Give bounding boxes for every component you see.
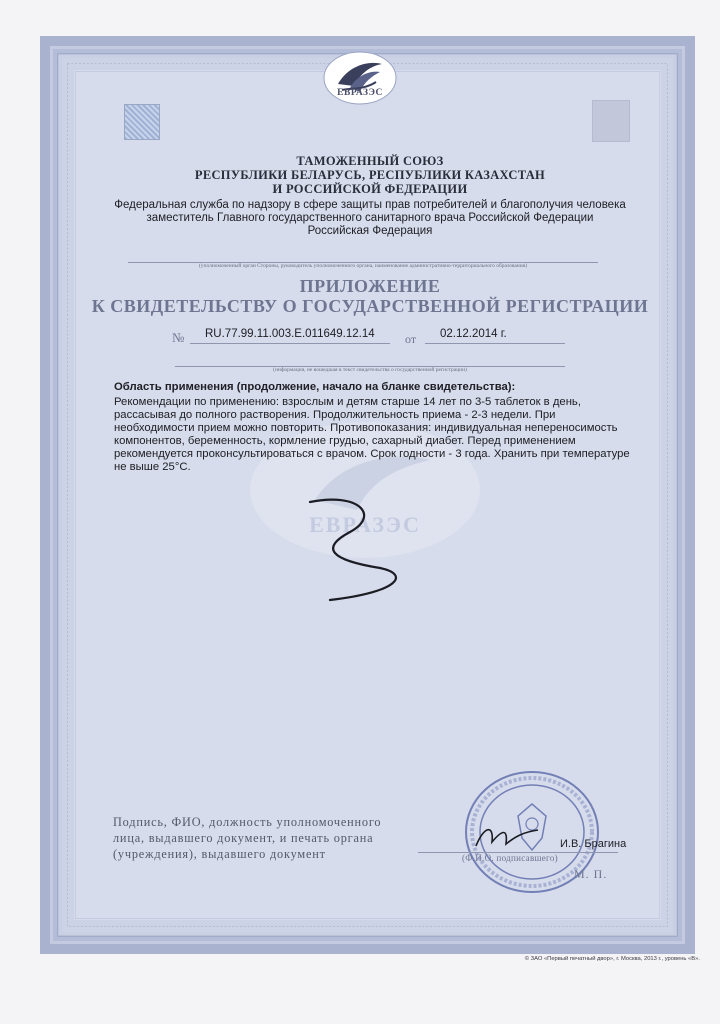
header-line-2: РЕСПУБЛИКИ БЕЛАРУСЬ, РЕСПУБЛИКИ КАЗАХСТАН (194, 168, 546, 182)
header-line-1: ТАМОЖЕННЫЙ СОЮЗ (296, 154, 444, 168)
signature-label-line-2: лица, выдавшего документ, и печать органа (113, 831, 374, 845)
registration-date: 02.12.2014 г. (440, 328, 507, 340)
content-heading: Область применения (продолжение, начало на бланке свидетельства): (114, 381, 516, 393)
authority-line-2: заместитель Главного государственного санитарного врача Российской Федерации (146, 212, 594, 224)
number-rule (190, 343, 390, 344)
eurasec-emblem-icon (320, 48, 400, 112)
date-rule (425, 343, 565, 344)
mp-label: М. П. (574, 867, 608, 881)
large-signature (290, 488, 430, 608)
registration-caption: (информация, не вошедшая в текст свидетельства о государственной регистрации) (273, 367, 467, 373)
header-line-3: И РОССИЙСКОЙ ФЕДЕРАЦИИ (272, 182, 468, 196)
signature-label-line-1: Подпись, ФИО, должность уполномоченного (113, 815, 382, 829)
printer-footer: © ЗАО «Первый печатный двор», г. Москва, 2013 г., уровень «В». (524, 956, 700, 962)
signer-name: И.В. Брагина (560, 838, 627, 850)
content-line-5: рекомендуется проконсультироваться с врачом. Срок годности - 3 года. Хранить при температуре (114, 448, 630, 460)
content-line-2: рассасывая до полного растворения. Продолжительность приема - 2-3 недели. При (114, 409, 556, 421)
signature-label-line-3: (учреждения), выдавшего документ (113, 847, 326, 861)
number-label: № (172, 330, 185, 345)
registration-number: RU.77.99.11.003.E.011649.12.14 (205, 328, 375, 340)
small-signature (472, 816, 542, 856)
security-patch (592, 100, 630, 142)
content-line-6: не выше 25°С. (114, 461, 191, 473)
authority-line-3: Российская Федерация (307, 225, 433, 237)
authority-caption: (уполномоченный орган Стороны, руководитель уполномоченного органа, наименование административно-территориального образования) (198, 263, 528, 269)
hologram-sticker (124, 104, 160, 140)
emblem-label: ЕВРАЗЭС (337, 88, 383, 98)
fio-caption: (Ф.И.О. подписавшего) (462, 853, 558, 863)
content-line-4: компонентов, беременность, кормление грудью, сахарный диабет. Перед применением (114, 435, 576, 447)
date-label: от (405, 332, 417, 346)
content-line-3: необходимости прием можно повторить. Противопоказания: индивидуальная непереносимость (114, 422, 618, 434)
authority-line-1: Федеральная служба по надзору в сфере защиты прав потребителей и благополучия человека (114, 199, 626, 211)
watermark-label: ЕВРАЗЭС (309, 512, 421, 537)
title-line-1: ПРИЛОЖЕНИЕ (299, 276, 441, 296)
signature-label (113, 814, 413, 862)
content-line-1: Рекомендации по применению: взрослым и детям старше 14 лет по 3-5 таблеток в день, (114, 396, 581, 408)
title-line-2: К СВИДЕТЕЛЬСТВУ О ГОСУДАРСТВЕННОЙ РЕГИСТРАЦИИ (91, 296, 649, 316)
